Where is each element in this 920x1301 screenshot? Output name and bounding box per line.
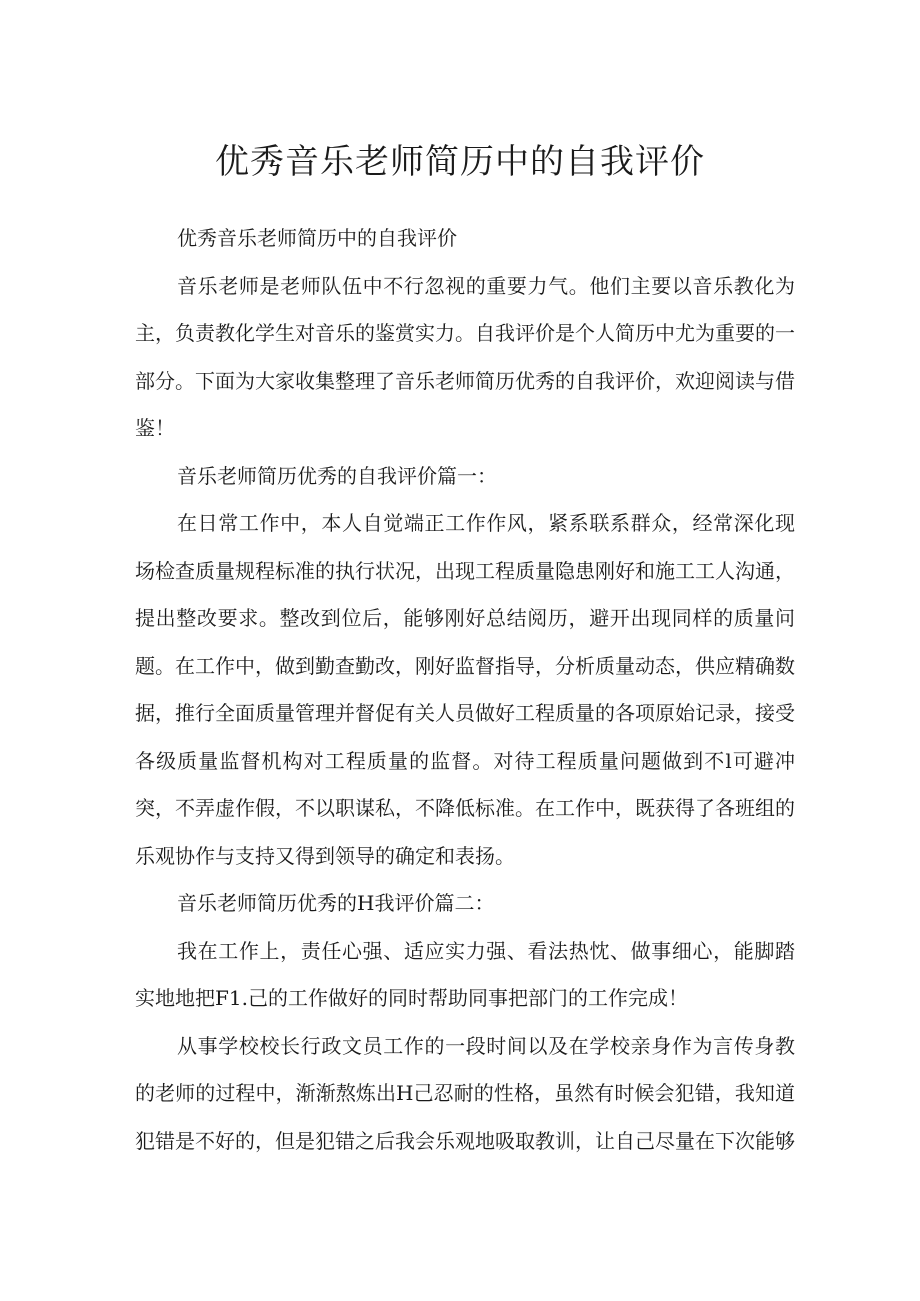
section-heading-2: 音乐老师简历优秀的H我评价篇二： [177, 891, 495, 915]
paragraph-section-2a: 我在工作上，责任心强、适应实力强、看法热忱、做事细心，能脚踏实地地把F1.己的工作做好的同时帮助同事把部门的工作完成！ [135, 938, 795, 1010]
document-title: 优秀音乐老师简历中的自我评价 [215, 142, 705, 182]
paragraph-intro: 音乐老师是老师队伍中不行忽视的重要力气。他们主要以音乐教化为主，负责教化学生对音乐的鉴赏实力。自我评价是个人简历中尤为重要的一部分。下面为大家收集整理了音乐老师简历优秀的自我评价，欢迎阅读与借鉴！ [135, 273, 795, 440]
section-heading-1: 音乐老师简历优秀的自我评价篇一： [177, 463, 497, 488]
paragraph-section-2b: 从事学校校长行政文员工作的一段时间以及在学校亲身作为言传身教的老师的过程中，渐渐熬炼出H己忍耐的性格，虽然有时候会犯错，我知道犯错是不好的，但是犯错之后我会乐观地吸取教训，让自己尽量在下次能够 [135, 1033, 795, 1153]
paragraph-subtitle: 优秀音乐老师简历中的自我评价 [177, 226, 457, 250]
paragraph-section-1: 在日常工作中，本人自觉端正工作作风，紧系联系群众，经常深化现场检查质量规程标准的执行状况，出现工程质量隐患刚好和施工工人沟通，提出整改要求。整改到位后，能够刚好总结阅历，避开出现同样的质量问题。在工作中，做到勤查勤改，刚好监督指导，分析质量动态，供应精确数据，推行全面质量管理并督促有关人员做好工程质量的各项原始记录，接受各级质量监督机构对工程质量的监督。对待工程质量问题做到不l可避冲突，不弄虚作假，不以职谋私，不降低标准。在工作中，既获得了各班组的乐观协作与支持又得到领导的确定和表扬。 [135, 511, 795, 868]
document-body [135, 215, 795, 1165]
